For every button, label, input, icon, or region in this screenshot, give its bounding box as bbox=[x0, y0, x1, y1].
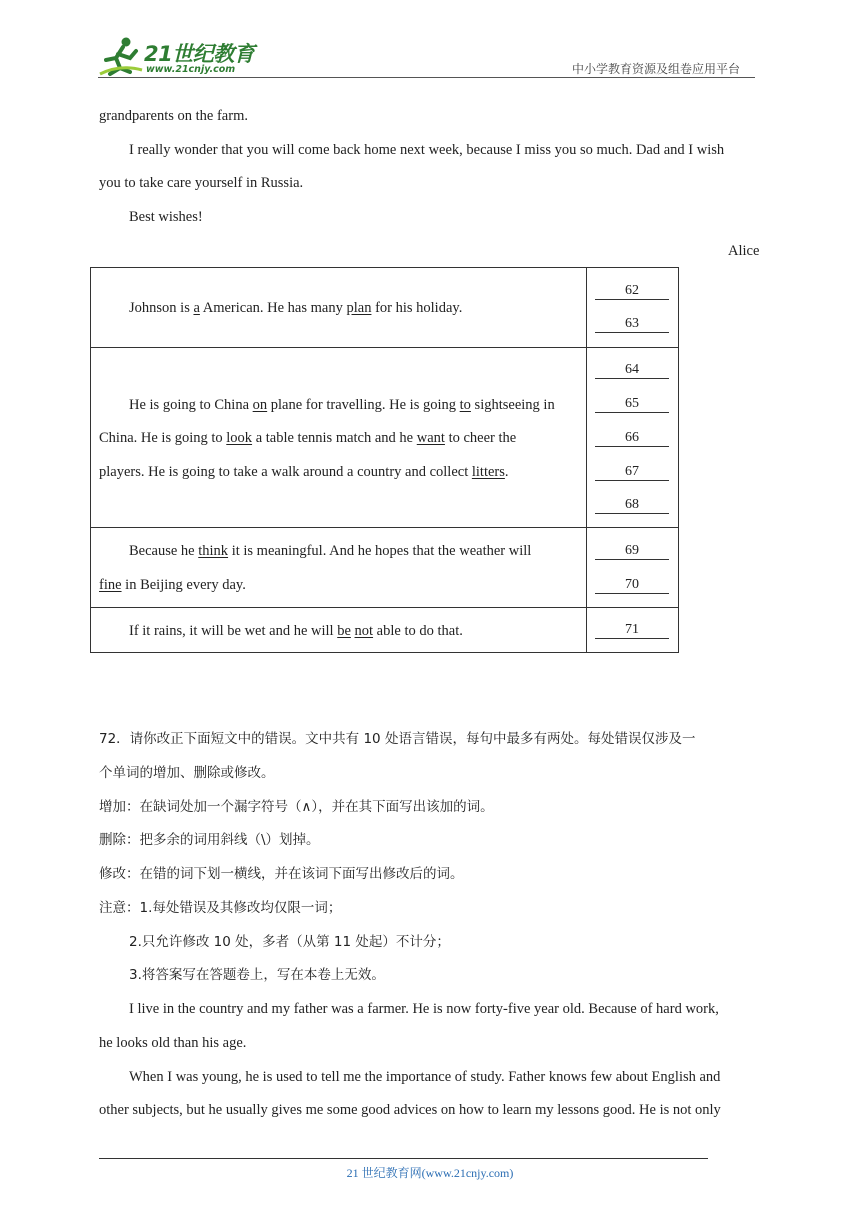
table-row-text: Johnson is a American. He has many plan for his holiday. bbox=[129, 300, 463, 316]
letter-line: grandparents on the farm. bbox=[99, 108, 248, 124]
question-rule: 增加：在缺词处加一个漏字符号（∧），并在其下面写出该加的词。 bbox=[99, 799, 494, 815]
answer-blank[interactable]: 68 bbox=[595, 497, 669, 514]
answer-blank[interactable]: 63 bbox=[595, 316, 669, 333]
question-rule: 修改：在错的词下划一横线，并在该词下面写出修改后的词。 bbox=[99, 866, 464, 882]
footer-divider bbox=[99, 1158, 708, 1159]
answer-blank[interactable]: 69 bbox=[595, 543, 669, 560]
footer-link[interactable]: 21 世纪教育网(www.21cnjy.com) bbox=[346, 1166, 514, 1180]
passage-line: I live in the country and my father was a farmer. He is now forty-five year old. Because of hard work, bbox=[129, 1001, 719, 1017]
answer-blank[interactable]: 66 bbox=[595, 430, 669, 447]
question-text: 72．请你改正下面短文中的错误。文中共有 10 处语言错误，每句中最多有两处。每处错误仅涉及一 bbox=[99, 731, 696, 747]
header-slogan: 中小学教育资源及组卷应用平台 bbox=[572, 62, 741, 76]
question-text: 个单词的增加、删除或修改。 bbox=[99, 765, 275, 781]
answer-blank[interactable]: 65 bbox=[595, 396, 669, 413]
letter-line: I really wonder that you will come back home next week, because I miss you so much. Dad and I wish bbox=[129, 142, 725, 158]
question-note: 3.将答案写在答题卷上，写在本卷上无效。 bbox=[129, 967, 385, 983]
question-note: 2.只允许修改 10 处，多者（从第 11 处起）不计分； bbox=[129, 934, 450, 950]
question-note: 注意：1.每处错误及其修改均仅限一词； bbox=[99, 900, 342, 916]
table-row-text: If it rains, it will be wet and he will be not able to do that. bbox=[129, 623, 463, 639]
logo-url: www.21cnjy.com bbox=[146, 64, 236, 75]
table-row-text: He is going to China on plane for travelling. He is going to sightseeing in bbox=[129, 397, 555, 413]
table-divider bbox=[586, 268, 587, 652]
logo-text: 21世纪教育 bbox=[144, 42, 255, 66]
passage-line: When I was young, he is used to tell me the importance of study. Father knows few about English and bbox=[129, 1069, 721, 1085]
table-row-text: Because he think it is meaningful. And he hopes that the weather will bbox=[129, 543, 532, 559]
letter-line: you to take care yourself in Russia. bbox=[99, 175, 304, 191]
error-table bbox=[90, 267, 679, 653]
table-row-text: players. He is going to take a walk around a country and collect litters. bbox=[99, 464, 509, 480]
answer-blank[interactable]: 71 bbox=[595, 622, 669, 639]
question-rule: 删除：把多余的词用斜线（\）划掉。 bbox=[99, 832, 320, 848]
passage-line: he looks old than his age. bbox=[99, 1035, 247, 1051]
answer-blank[interactable]: 67 bbox=[595, 464, 669, 481]
table-divider bbox=[91, 347, 678, 348]
answer-blank[interactable]: 70 bbox=[595, 577, 669, 594]
table-divider bbox=[91, 607, 678, 608]
letter-closing: Best wishes! bbox=[129, 209, 203, 225]
site-logo bbox=[96, 34, 266, 78]
letter-signature: Alice bbox=[728, 243, 760, 259]
table-row-text: fine in Beijing every day. bbox=[99, 577, 246, 593]
passage-line: other subjects, but he usually gives me some good advices on how to learn my lessons good. He is not only bbox=[99, 1102, 721, 1118]
table-row-text: China. He is going to look a table tennis match and he want to cheer the bbox=[99, 430, 517, 446]
answer-blank[interactable]: 62 bbox=[595, 283, 669, 300]
table-divider bbox=[91, 527, 678, 528]
header-divider bbox=[98, 77, 755, 78]
answer-blank[interactable]: 64 bbox=[595, 362, 669, 379]
